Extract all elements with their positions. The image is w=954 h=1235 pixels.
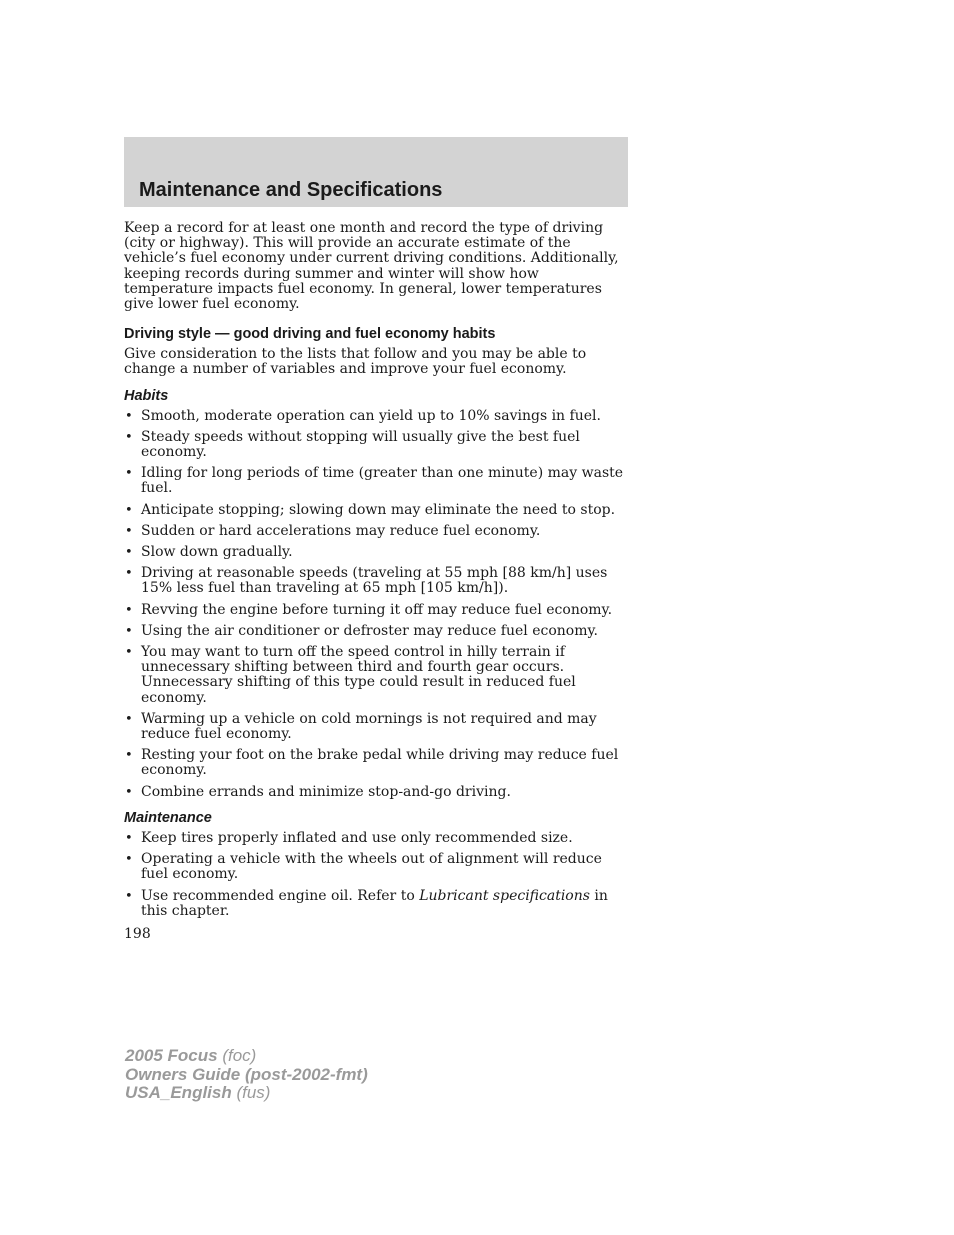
list-item-text: Keep tires properly inflated and use only recommended size.	[141, 829, 573, 846]
list-item	[124, 785, 630, 800]
bullet-icon: •	[125, 645, 133, 661]
bullet-icon: •	[125, 623, 133, 639]
list-item	[124, 645, 630, 706]
page-content	[124, 221, 630, 919]
list-item-text: Using the air conditioner or defroster may reduce fuel economy.	[141, 622, 598, 639]
list-item-text: You may want to turn off the speed control in hilly terrain if unnecessary shifting between third and fourth gear occurs. Unnecessary shifting of this type could result in reduced fuel economy.	[141, 644, 576, 706]
list-item-text: Steady speeds without stopping will usually give the best fuel economy.	[141, 428, 580, 461]
maintenance-list	[124, 831, 630, 919]
bullet-icon: •	[125, 784, 133, 800]
bullet-icon: •	[125, 748, 133, 764]
list-item	[124, 545, 630, 560]
bullet-icon: •	[125, 888, 133, 904]
list-item	[124, 503, 630, 518]
section-header-band	[124, 137, 628, 207]
bullet-icon: •	[125, 523, 133, 539]
list-item	[124, 712, 630, 742]
list-item-text: Smooth, moderate operation can yield up to 10% savings in fuel.	[141, 407, 601, 424]
bullet-icon: •	[125, 408, 133, 424]
oil-text-before: Use recommended engine oil. Refer to	[141, 887, 420, 904]
bullet-icon: •	[125, 566, 133, 582]
habits-list	[124, 409, 630, 800]
list-item	[124, 524, 630, 539]
bullet-icon: •	[125, 545, 133, 561]
list-item-text: Slow down gradually.	[141, 544, 293, 561]
list-item-text: Combine errands and minimize stop-and-go driving.	[141, 783, 511, 800]
list-item-text: Idling for long periods of time (greater than one minute) may waste fuel.	[141, 465, 624, 497]
list-item	[124, 430, 630, 460]
footer-guide: Owners Guide (post-2002-fmt)	[125, 1064, 368, 1084]
bullet-icon: •	[125, 429, 133, 445]
footer-model-code: (foc)	[217, 1046, 257, 1065]
list-item	[124, 566, 630, 596]
list-item-text: Driving at reasonable speeds (traveling at 55 mph [88 km/h] uses 15% less fuel than traveling at 65 mph [105 km/h]).	[141, 565, 608, 597]
document-footer	[125, 1047, 368, 1103]
list-item	[124, 603, 630, 618]
list-item-text: Sudden or hard accelerations may reduce fuel economy.	[141, 522, 541, 539]
list-item	[124, 624, 630, 639]
bullet-icon: •	[125, 852, 133, 868]
list-item	[124, 748, 630, 778]
footer-line-language	[125, 1084, 368, 1103]
footer-language: USA_English	[125, 1083, 232, 1102]
bullet-icon: •	[125, 830, 133, 846]
list-item-text: Resting your foot on the brake pedal while driving may reduce fuel economy.	[141, 747, 619, 779]
list-item	[124, 852, 630, 882]
habits-heading: Habits	[124, 387, 169, 404]
list-item-text: Operating a vehicle with the wheels out of alignment will reduce fuel economy.	[141, 851, 602, 883]
driving-style-paragraph: Give consideration to the lists that follow and you may be able to change a number of variables and improve your fuel economy.	[124, 346, 587, 378]
lubricant-specifications-reference: Lubricant specifications	[419, 887, 590, 904]
intro-paragraph: Keep a record for at least one month and record the type of driving (city or highway). This will provide an accurate estimate of the vehicle’s fuel economy under current driving conditions. Additionally, keeping records during summer and winter will show how temperature impacts fuel economy. In general, lower temperatures give lower fuel economy.	[124, 220, 619, 313]
page-number: 198	[124, 926, 151, 942]
bullet-icon: •	[125, 602, 133, 618]
list-item-text: Revving the engine before turning it off may reduce fuel economy.	[141, 601, 613, 618]
list-item-text: Anticipate stopping; slowing down may eliminate the need to stop.	[141, 501, 616, 518]
list-item	[124, 409, 630, 424]
bullet-icon: •	[125, 502, 133, 518]
driving-style-heading: Driving style — good driving and fuel economy habits	[124, 326, 496, 343]
bullet-icon: •	[125, 466, 133, 482]
bullet-icon: •	[125, 711, 133, 727]
oil-text-after: in this chapter.	[141, 887, 608, 919]
list-item	[124, 889, 630, 919]
maintenance-heading: Maintenance	[124, 809, 212, 826]
footer-language-code: (fus)	[231, 1083, 271, 1102]
footer-line-model	[125, 1047, 368, 1066]
footer-model: 2005 Focus	[125, 1046, 218, 1065]
footer-line-guide	[125, 1066, 368, 1085]
list-item	[124, 831, 630, 846]
section-title: Maintenance and Specifications	[139, 179, 443, 201]
list-item-text: Warming up a vehicle on cold mornings is not required and may reduce fuel economy.	[141, 710, 597, 743]
list-item	[124, 466, 630, 496]
